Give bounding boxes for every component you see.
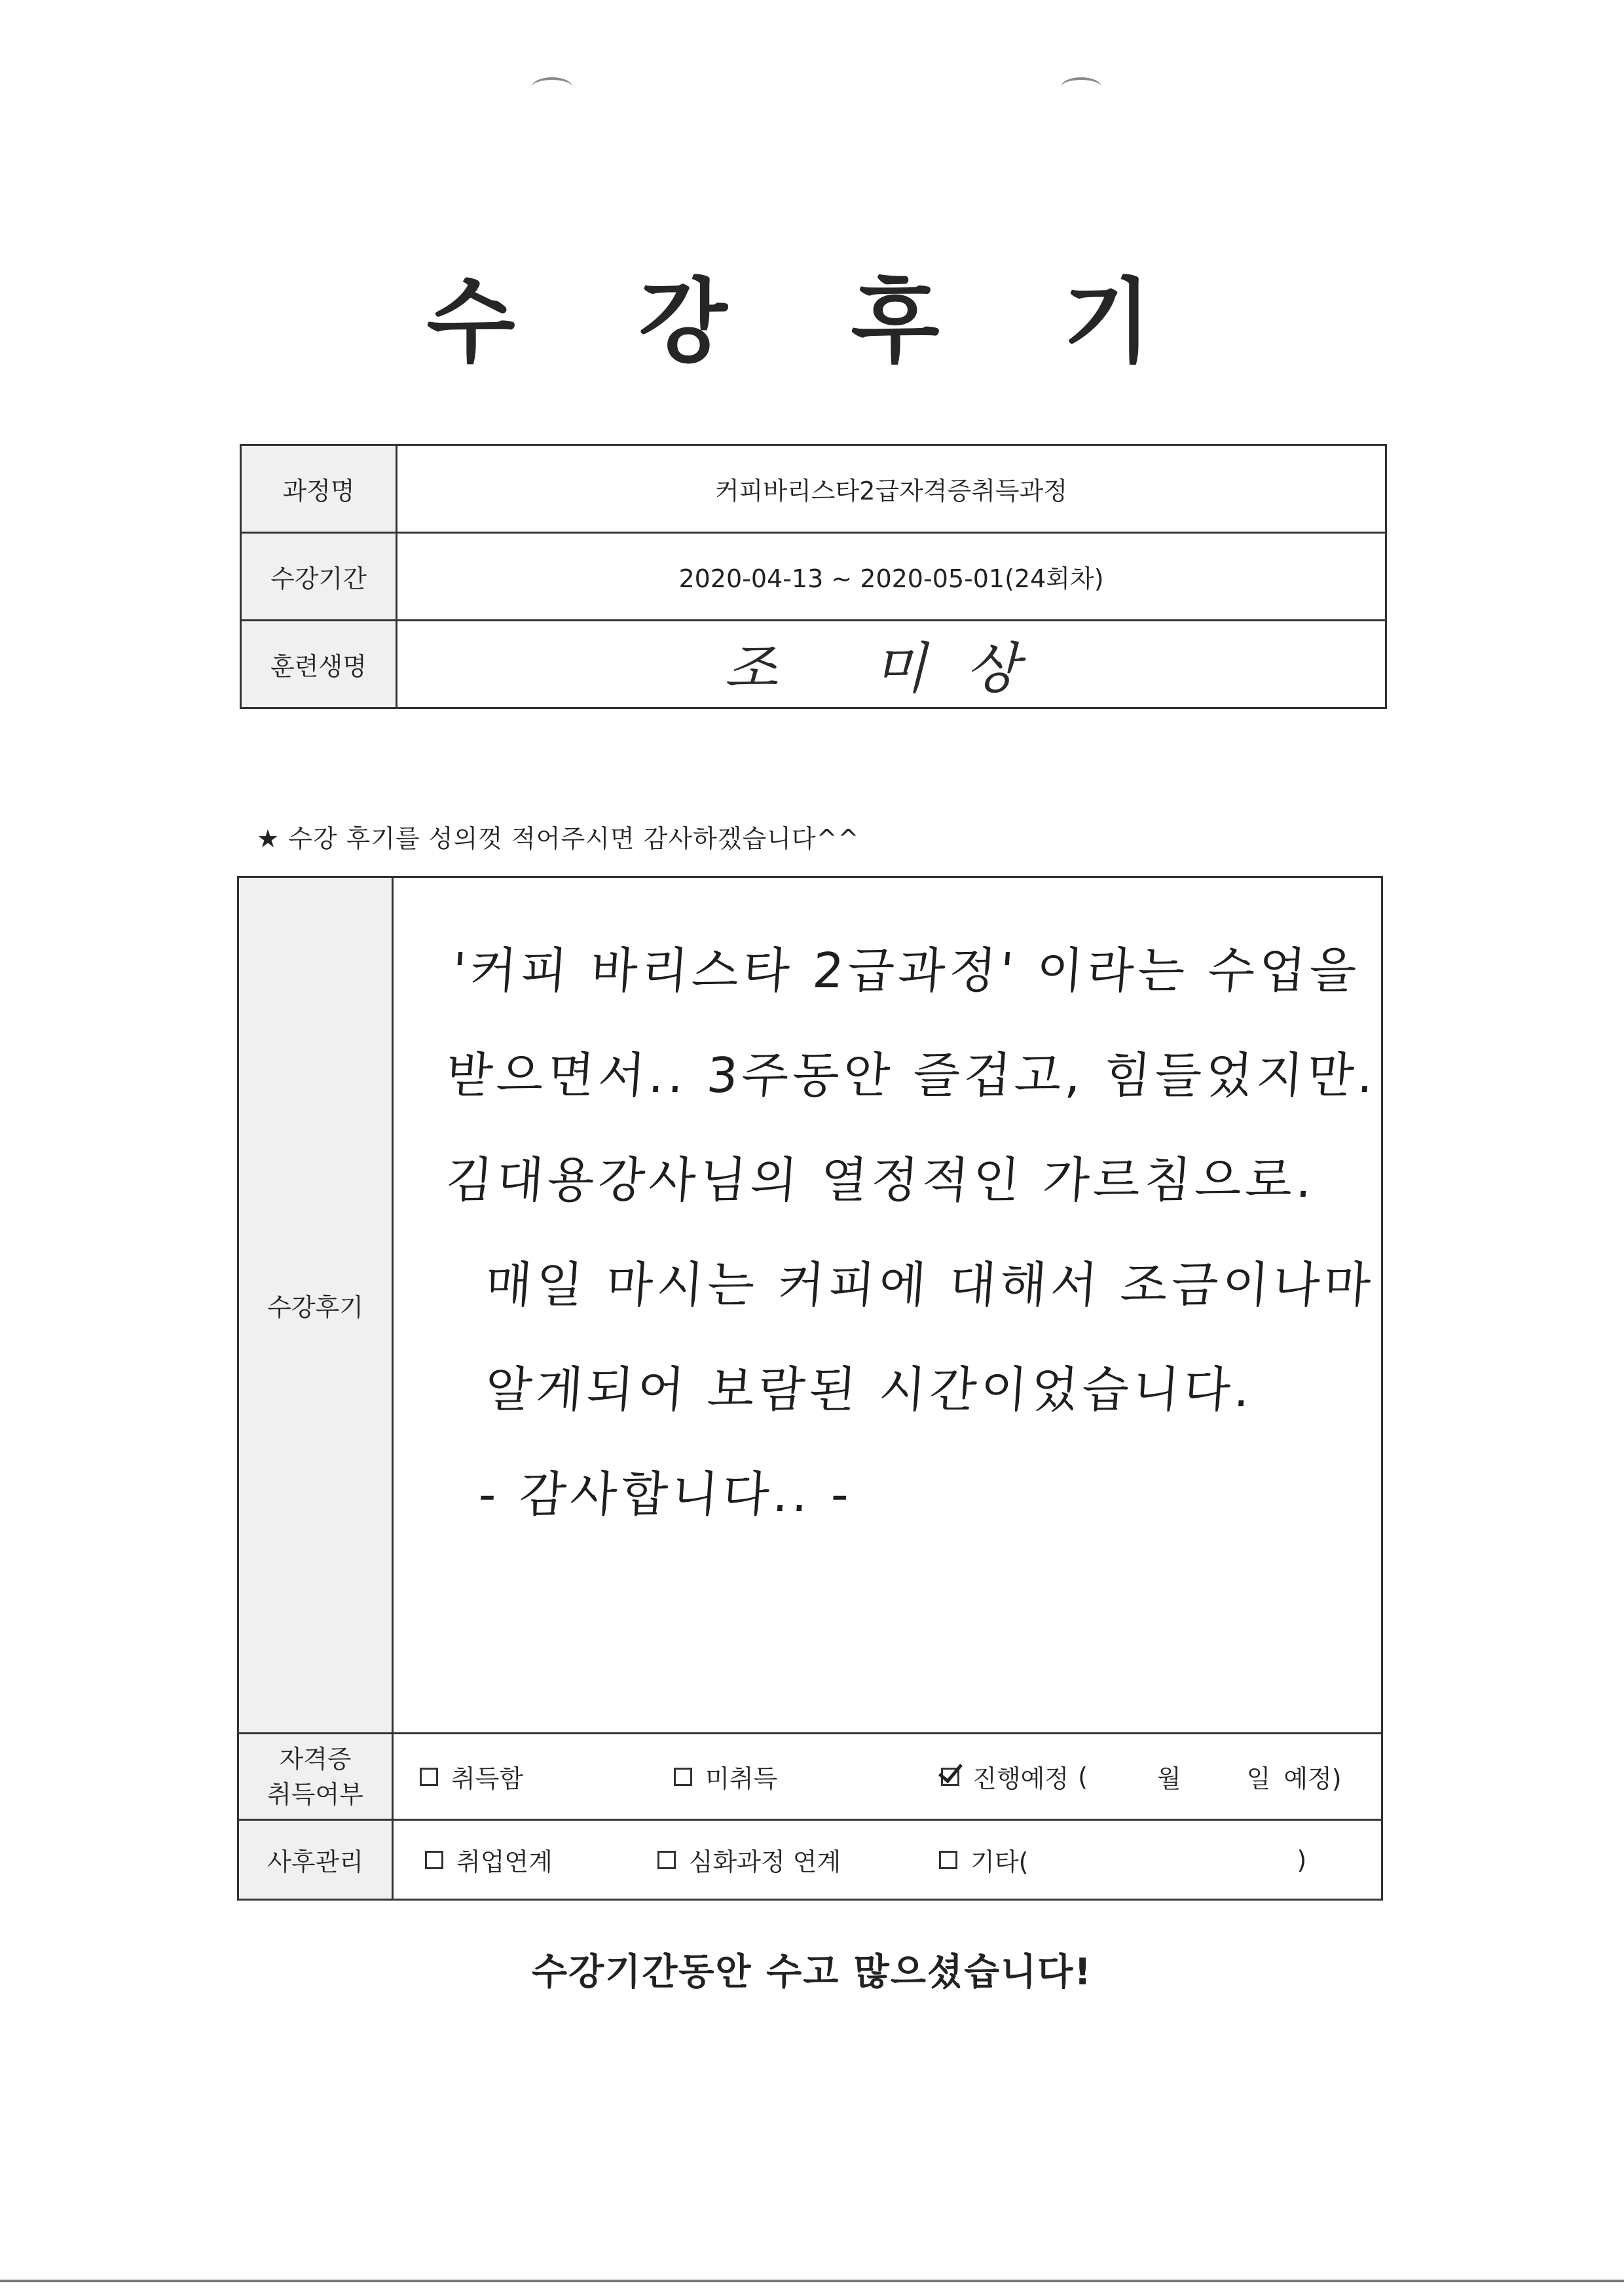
course-value: 커피바리스타2급자격증취득과정 <box>397 445 1386 533</box>
review-notice: ★ 수강 후기를 성의껏 적어주시면 감사하겠습니다^^ <box>257 824 860 853</box>
paren-open: ( <box>1078 1762 1088 1791</box>
aftercare-row <box>238 1820 1382 1900</box>
period-label: 수강기간 <box>241 533 397 621</box>
option-acquired-label: 취득함 <box>451 1764 524 1793</box>
review-line-4: 매일 마시는 커피에 대해서 조금이나마 <box>483 1257 1376 1313</box>
aftercare-options <box>393 1820 1382 1900</box>
review-line-3: 김대용강사님의 열정적인 가르침으로. <box>443 1152 1318 1209</box>
aftercare-label: 사후관리 <box>238 1820 393 1900</box>
certificate-row <box>238 1734 1382 1820</box>
review-label: 수강후기 <box>238 877 393 1734</box>
review-row <box>238 877 1382 1734</box>
course-info-table <box>240 444 1387 709</box>
punch-hole-mark-left <box>532 77 572 97</box>
review-table <box>237 876 1383 1901</box>
trainee-row <box>241 621 1386 708</box>
day-label: 일 <box>1246 1764 1271 1793</box>
certificate-label-line-2: 취득여부 <box>267 1779 363 1809</box>
footer-message: 수강기간동안 수고 많으셨습니다! <box>532 1951 1092 1994</box>
trainee-name-handwritten: 조 미상 <box>724 636 1059 701</box>
scan-edge-line <box>0 2280 1624 2282</box>
paren-close: ) <box>1297 1845 1307 1874</box>
handwritten-review <box>394 878 1381 1547</box>
option-in-progress[interactable] <box>941 1758 1341 1795</box>
option-job-link-label: 취업연계 <box>456 1848 553 1876</box>
punch-hole-mark-right <box>1061 77 1101 97</box>
checkbox-in-progress-checked[interactable] <box>941 1768 959 1786</box>
option-not-acquired-label: 미취득 <box>705 1764 778 1793</box>
trainee-label: 훈련생명 <box>241 621 397 708</box>
trainee-name-cell <box>397 621 1386 708</box>
certificate-options <box>393 1734 1382 1820</box>
review-handwriting-area <box>393 877 1382 1734</box>
month-label: 월 <box>1156 1764 1181 1793</box>
planned-label: 예정) <box>1283 1764 1342 1793</box>
checkbox-other[interactable] <box>939 1851 957 1869</box>
checkbox-acquired[interactable] <box>420 1768 438 1786</box>
period-row <box>241 533 1386 621</box>
option-in-progress-label: 진행예정 <box>972 1764 1069 1793</box>
option-not-acquired[interactable] <box>674 1758 777 1795</box>
option-advanced-course[interactable] <box>657 1842 841 1878</box>
review-line-2: 받으면서.. 3주동안 즐겁고, 힘들었지만. <box>443 1048 1380 1104</box>
option-advanced-course-label: 심화과정 연계 <box>688 1848 841 1876</box>
checkbox-advanced-course[interactable] <box>657 1851 676 1869</box>
review-line-5: 알게되어 보람된 시간이었습니다. <box>483 1362 1256 1418</box>
certificate-label <box>238 1734 393 1820</box>
option-other[interactable] <box>939 1842 1306 1878</box>
option-other-label: 기타( <box>970 1848 1029 1876</box>
checkbox-not-acquired[interactable] <box>674 1768 692 1786</box>
review-line-6: - 감사합니다.. - <box>476 1467 855 1523</box>
period-value: 2020-04-13 ~ 2020-05-01(24회차) <box>397 533 1386 621</box>
option-acquired[interactable] <box>420 1758 523 1795</box>
certificate-label-line-1: 자격증 <box>279 1744 352 1774</box>
option-job-link[interactable] <box>425 1842 553 1878</box>
course-row <box>241 445 1386 533</box>
checkbox-job-link[interactable] <box>425 1851 443 1869</box>
review-line-1: '커피 바리스타 2급과정' 이라는 수업을 <box>450 943 1363 999</box>
course-label: 과정명 <box>241 445 397 533</box>
page-title: 수 강 후 기 <box>426 269 1198 376</box>
